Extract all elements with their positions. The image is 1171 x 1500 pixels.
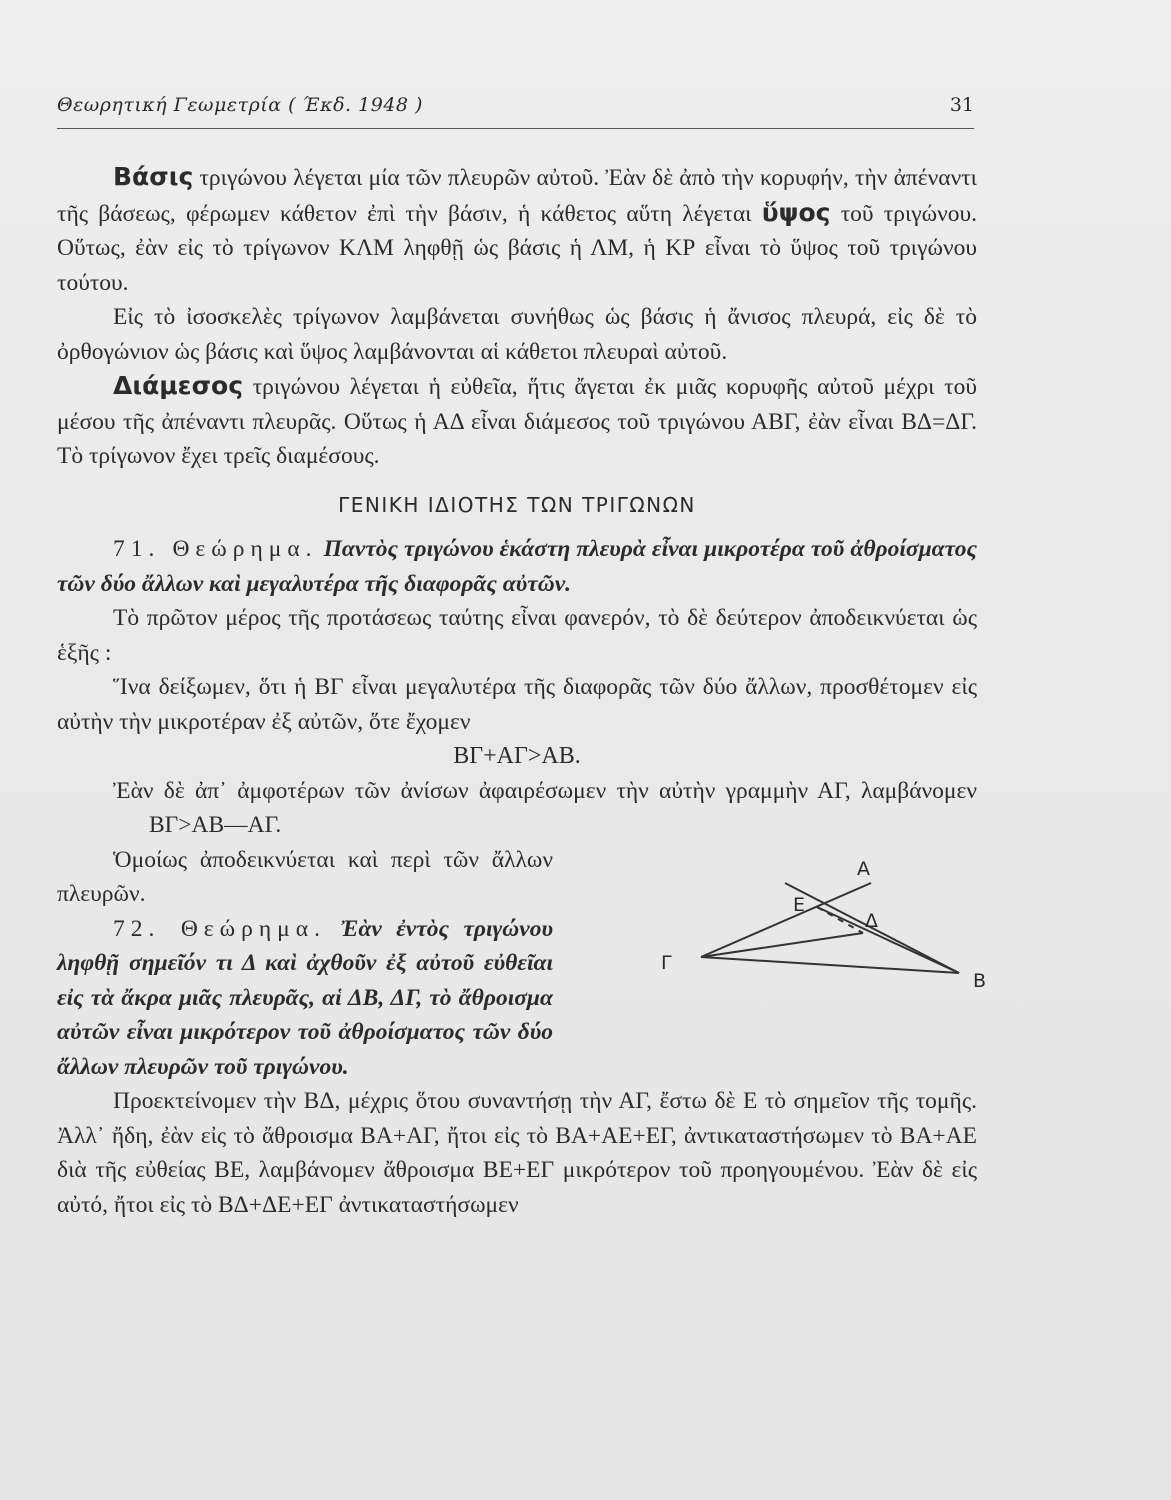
- term-basis: Βάσις: [113, 162, 194, 191]
- paragraph-text: τριγώνου λέγεται ἡ εὐθεῖα, ἥτις ἄγεται ἐκ μιᾶς κορυφῆς αὐτοῦ μέχρι τοῦ μέσου τῆς ἀπέναντι πλευρᾶς. Οὕτως ἡ ΑΔ εἶναι διάμεσος τοῦ τριγώνου ΑΒΓ, ἐὰν εἶναι ΒΔ=ΔΓ. Τὸ τρίγωνον ἔχει τρεῖς διαμέσους.: [57, 374, 977, 469]
- theorem-label: 72. Θεώρημα.: [113, 915, 326, 942]
- label-E: E: [793, 893, 806, 916]
- paragraph-proof: Ἵνα δείξωμεν, ὅτι ἡ ΒΓ εἶναι μεγαλυτέρα τῆς διαφορᾶς τῶν δύο ἄλλων, προσθέτομεν εἰς αὐτὴν τὴν μικροτέραν ἐξ αὐτῶν, ὅτε ἔχομεν: [57, 674, 977, 735]
- page-number: 31: [949, 94, 974, 116]
- paragraph-basis: [57, 160, 977, 300]
- paragraph-proof-72: Προεκτείνομεν τὴν ΒΔ, μέχρις ὅτου συναντήσῃ τὴν ΑΓ, ἔστω δὲ Ε τὸ σημεῖον τῆς τομῆς. Ἀλλ᾽ ἤδη, ἐὰν εἰς τὸ ἄθροισμα ΒΑ+ΑΓ, ἤτοι εἰς τὸ ΒΑ+ΑΕ+ΕΓ, ἀντικαταστήσωμεν τὸ ΒΑ+ΑΕ διὰ τῆς εὐθείας ΒΕ, λαμβάνομεν ἄθροισμα ΒΕ+ΕΓ μικρότερον τοῦ προηγουμένου. Ἐὰν δὲ εἰς αὐτό, ἤτοι εἰς τὸ ΒΔ+ΔΕ+ΕΓ ἀντικαταστήσωμεν: [57, 1088, 977, 1218]
- paragraph-proof-intro: Τὸ πρῶτον μέρος τῆς προτάσεως ταύτης εἶναι φανερόν, τὸ δὲ δεύτερον ἀποδεικνύεται ὡς ἑξῆς :: [57, 605, 977, 666]
- theorem-71: [57, 532, 977, 601]
- paragraph-text: Ἐὰν δὲ ἀπ᾽ ἀμφοτέρων τῶν ἀνίσων ἀφαιρέσωμεν τὴν αὐτὴν γραμμὴν ΑΓ, λαμβάνομεν: [113, 777, 977, 804]
- equation-sum: ΒΓ+ΑΓ>ΑΒ.: [453, 743, 581, 769]
- segment-BE: [817, 907, 959, 973]
- paragraph-subtract: [57, 774, 977, 843]
- term-median: Διάμεσος: [113, 371, 244, 400]
- section-heading: ΓΕΝΙΚΗ ΙΔΙΟΤΗΣ ΤΩΝ ΤΡΙΓΩΝΩΝ: [338, 492, 696, 517]
- paragraph-text: τοῦ τριγώνου. Οὕτως, ἐὰν εἰς τὸ τρίγωνον ΚΛΜ ληφθῇ ὡς βάσις ἡ ΛΜ, ἡ ΚΡ εἶναι τὸ ὕψος τοῦ τριγώνου τούτου.: [57, 200, 978, 296]
- side-GB: [701, 957, 959, 973]
- paragraph-isosceles: Εἰς τὸ ἰσοσκελὲς τρίγωνον λαμβάνεται συνήθως ὡς βάσις ἡ ἄνισος πλευρά, εἰς δὲ τὸ ὀρθογώνιον ὡς βάσις καὶ ὕψος λαμβάνονται αἱ κάθετοι πλευραὶ αὐτοῦ.: [57, 304, 977, 365]
- segment-GD: [701, 933, 863, 957]
- term-height: ὕψος: [761, 197, 831, 227]
- header-title: Θεωρητική Γεωμετρία ( Έκδ. 1948 ): [57, 94, 423, 116]
- theorem-statement: Παντὸς τριγώνου ἑκάστη πλευρὰ εἶναι μικροτέρα τοῦ ἀθροίσματος τῶν δύο ἄλλων καὶ μεγαλυτέρα τῆς διαφορᾶς αὐτῶν.: [57, 536, 977, 597]
- running-header: [57, 92, 974, 129]
- paragraph-similarly: Ὁμοίως ἀποδεικνύεται καὶ περὶ τῶν ἄλλων πλευρῶν.: [57, 846, 553, 907]
- label-D: Δ: [865, 909, 878, 932]
- triangle-figure: [563, 847, 987, 1027]
- paragraph-median: [57, 369, 977, 474]
- label-B: B: [973, 969, 987, 992]
- page-body: [57, 160, 987, 1222]
- theorem-72-block: [57, 843, 987, 1085]
- theorem-label: 71. Θεώρημα.: [113, 536, 318, 562]
- theorem-statement: Ἐὰν ἐντὸς τριγώνου ληφθῇ σημεῖόν τι Δ καὶ ἀχθοῦν ἐξ αὐτοῦ εὐθεῖαι εἰς τὰ ἄκρα μιᾶς πλευρᾶς, αἱ ΔΒ, ΔΓ, τὸ ἄθροισμα αὐτῶν εἶναι μικρότερον τοῦ ἀθροίσματος τῶν δύο ἄλλων πλευρῶν τοῦ τριγώνου.: [57, 915, 553, 1080]
- equation-difference: ΒΓ>ΑΒ—ΑΓ.: [149, 812, 282, 838]
- label-A: A: [857, 857, 870, 880]
- label-G: Γ: [661, 951, 672, 974]
- paragraph-text: τριγώνου λέγεται μία τῶν πλευρῶν αὐτοῦ. Ἐὰν δὲ ἀπὸ τὴν κορυφήν, τὴν ἀπέναντι τῆς βάσεως, φέρωμεν κάθετον ἐπὶ τὴν βάσιν, ἡ κάθετος αὕτη λέγεται: [57, 165, 977, 227]
